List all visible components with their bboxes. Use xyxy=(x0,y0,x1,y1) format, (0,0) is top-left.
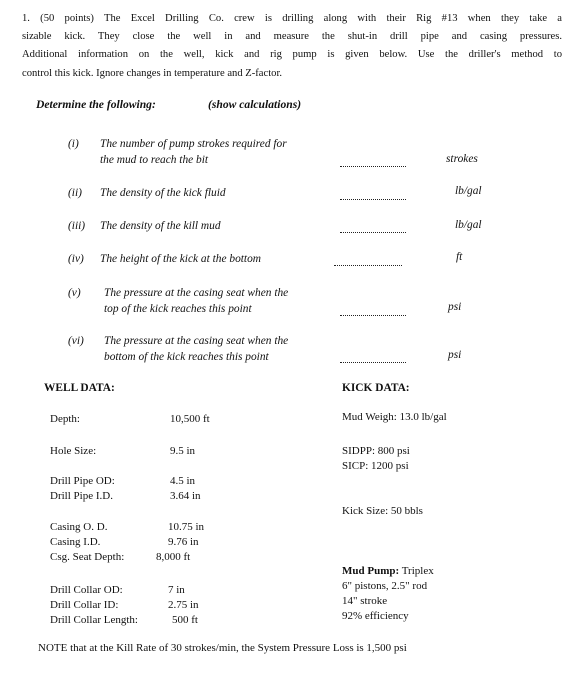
drill-collar-id-value: 2.75 in xyxy=(168,599,199,611)
drill-pipe-id-label: Drill Pipe I.D. xyxy=(50,490,113,502)
question-4-unit: ft xyxy=(456,251,463,263)
mud-pump-efficiency: 92% efficiency xyxy=(342,610,409,622)
question-3-number: (iii) xyxy=(68,220,86,232)
question-5-number: (v) xyxy=(68,287,81,299)
intro-line-3: Additional information on the well, kick and rig pump is given below. Use the driller's method to xyxy=(22,49,562,61)
question-6-text-line2: bottom of the kick reaches this point xyxy=(104,351,269,363)
answer-blank-4[interactable] xyxy=(334,264,402,266)
drill-collar-length-label: Drill Collar Length: xyxy=(50,614,138,626)
depth-value: 10,500 ft xyxy=(170,413,210,425)
answer-blank-1[interactable] xyxy=(340,165,406,167)
question-5-text-line1: The pressure at the casing seat when the xyxy=(104,287,289,299)
question-3-unit: lb/gal xyxy=(455,219,482,231)
question-6-unit: psi xyxy=(448,349,462,361)
answer-blank-3[interactable] xyxy=(340,231,406,233)
mud-weight: Mud Weigh: 13.0 lb/gal xyxy=(342,411,447,423)
question-2-number: (ii) xyxy=(68,187,82,199)
drill-collar-id-label: Drill Collar ID: xyxy=(50,599,119,611)
question-1-text-line1: The number of pump strokes required for xyxy=(100,138,287,150)
hole-size-value: 9.5 in xyxy=(170,445,196,457)
mud-pump-line xyxy=(342,565,434,577)
drill-collar-od-label: Drill Collar OD: xyxy=(50,584,123,596)
question-3-text: The density of the kill mud xyxy=(100,220,221,232)
mud-pump-pistons: 6" pistons, 2.5" rod xyxy=(342,580,428,592)
question-1-unit: strokes xyxy=(446,153,478,165)
drill-pipe-od-value: 4.5 in xyxy=(170,475,196,487)
depth-label: Depth: xyxy=(50,413,80,425)
intro-line-1: 1. (50 points) The Excel Drilling Co. crew is drilling along with their Rig #13 when they take a xyxy=(22,13,562,24)
hole-size-label: Hole Size: xyxy=(50,445,97,457)
sidpp-value: SIDPP: 800 psi xyxy=(342,445,410,457)
question-6-number: (vi) xyxy=(68,335,84,347)
drill-pipe-id-value: 3.64 in xyxy=(170,490,201,502)
problem-statement xyxy=(22,10,562,83)
casing-id-label: Casing I.D. xyxy=(50,536,101,548)
casing-od-value: 10.75 in xyxy=(168,521,205,533)
determine-heading: Determine the following: xyxy=(36,98,156,111)
answer-blank-6[interactable] xyxy=(340,361,406,363)
question-2-text: The density of the kick fluid xyxy=(100,187,226,199)
well-data-heading: WELL DATA: xyxy=(44,382,115,394)
question-1-number: (i) xyxy=(68,138,79,150)
drill-collar-od-value: 7 in xyxy=(168,584,185,596)
question-5-text-line2: top of the kick reaches this point xyxy=(104,303,252,315)
mud-pump-stroke: 14" stroke xyxy=(342,595,388,607)
sicp-value: SICP: 1200 psi xyxy=(342,460,409,472)
mud-pump-heading: Mud Pump: xyxy=(342,565,400,577)
drill-collar-length-value: 500 ft xyxy=(172,614,198,626)
answer-blank-2[interactable] xyxy=(340,198,406,200)
answer-blank-5[interactable] xyxy=(340,314,406,316)
casing-seat-depth-label: Csg. Seat Depth: xyxy=(50,551,125,563)
question-2-unit: lb/gal xyxy=(455,185,482,197)
mud-pump-type: Triplex xyxy=(399,565,434,577)
question-4-number: (iv) xyxy=(68,253,84,265)
kick-data-heading: KICK DATA: xyxy=(342,382,410,394)
show-calculations-note: (show calculations) xyxy=(208,98,302,111)
casing-seat-depth-value: 8,000 ft xyxy=(156,551,191,563)
question-5-unit: psi xyxy=(448,301,462,313)
kill-rate-note: NOTE that at the Kill Rate of 30 strokes/min, the System Pressure Loss is 1,500 psi xyxy=(38,642,407,654)
casing-od-label: Casing O. D. xyxy=(50,521,108,533)
question-1-text-line2: the mud to reach the bit xyxy=(100,154,209,166)
intro-line-2: sizable kick. They close the well in and measure the shut-in drill pipe and casing pressures. xyxy=(22,31,562,43)
casing-id-value: 9.76 in xyxy=(168,536,199,548)
kick-size: Kick Size: 50 bbls xyxy=(342,505,423,517)
question-6-text-line1: The pressure at the casing seat when the xyxy=(104,335,289,347)
drill-pipe-od-label: Drill Pipe OD: xyxy=(50,475,115,487)
question-4-text: The height of the kick at the bottom xyxy=(100,253,262,265)
intro-line-4: control this kick. Ignore changes in temperature and Z-factor. xyxy=(22,67,283,79)
